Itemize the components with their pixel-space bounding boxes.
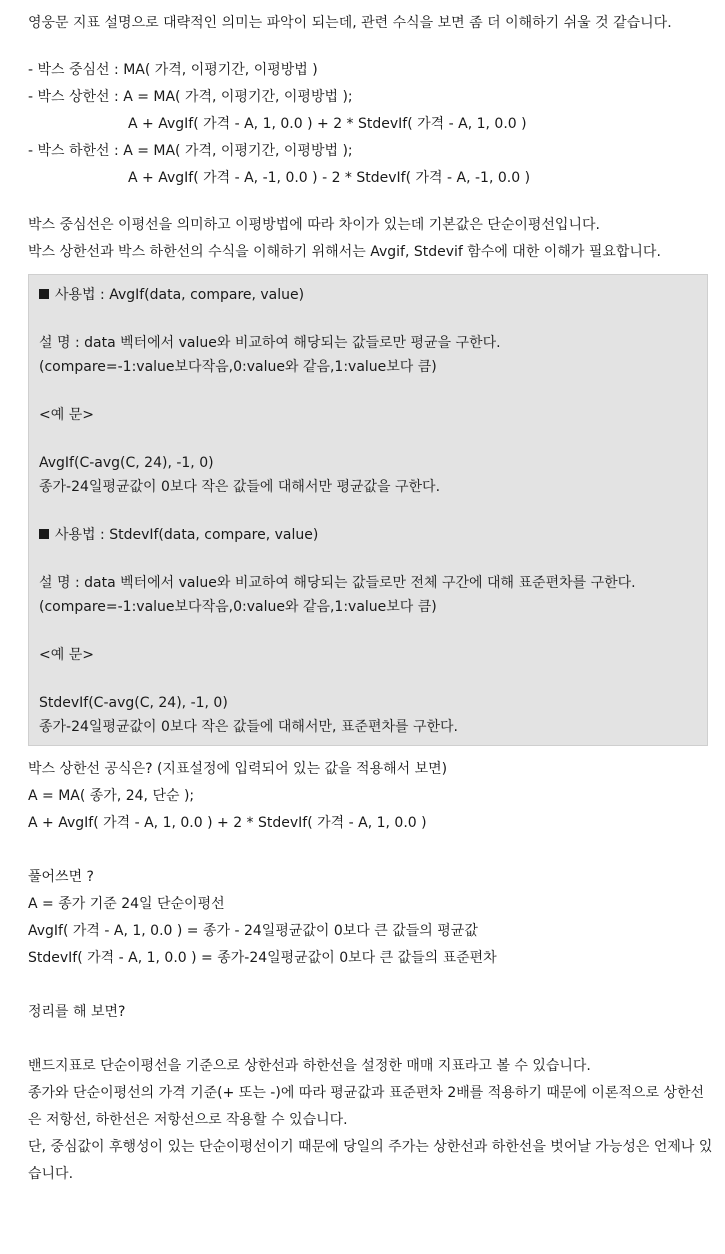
explain-line1: 박스 중심선은 이평선을 의미하고 이평방법에 따라 차이가 있는데 기본값은 단순이평선입니다. xyxy=(28,217,600,233)
formula-center: - 박스 중심선 : MA( 가격, 이평기간, 이평방법 ) xyxy=(28,62,318,78)
square-bullet-icon xyxy=(39,289,49,299)
summary-paragraph1: 밴드지표로 단순이평선을 기준으로 상한선과 하한선을 설정한 매매 지표라고 볼 수 있습니다. xyxy=(28,1058,591,1074)
intro-text: 영웅문 지표 설명으로 대략적인 의미는 파악이 되는데, 관련 수식을 보면 좀 더 이해하기 쉬울 것 같습니다. xyxy=(28,15,672,31)
summary-paragraph3: 단, 중심값이 후행성이 있는 단순이평선이기 때문에 당일의 주가는 상한선과 하한선을 벗어날 가능성은 언제나 있습니다. xyxy=(28,1139,713,1182)
stdevif-description: 설 명 : data 벡터에서 value와 비교하여 해당되는 값들로만 전체 구간에 대해 표준편차를 구한다. xyxy=(39,575,636,591)
expanded-line3: StdevIf( 가격 - A, 1, 0.0 ) = 종가-24일평균값이 0보다 큰 값들의 표준편차 xyxy=(28,950,497,966)
summary-paragraph2: 종가와 단순이평선의 가격 기준(+ 또는 -)에 따라 평균값과 표준편차 2배를 적용하기 때문에 이론적으로 상한선은 저항선, 하한선은 저항선으로 작용할 수 있습니다. xyxy=(28,1085,704,1128)
stdevif-example-label: <예 문> xyxy=(39,647,94,663)
upper-formula-step1: A = MA( 종가, 24, 단순 ); xyxy=(28,788,195,804)
upper-formula-question: 박스 상한선 공식은? (지표설정에 입력되어 있는 값을 적용해서 보면) xyxy=(28,761,448,777)
expanded-line1: A = 종가 기준 24일 단순이평선 xyxy=(28,896,225,912)
article-body xyxy=(28,10,713,1188)
explain-line2: 박스 상한선과 박스 하한선의 수식을 이해하기 위해서는 Avgif, Stdevif 함수에 대한 이해가 필요합니다. xyxy=(28,244,661,260)
stdevif-compare: (compare=-1:value보다작음,0:value와 같음,1:value보다 큼) xyxy=(39,599,437,615)
avgif-compare: (compare=-1:value보다작음,0:value와 같음,1:value보다 큼) xyxy=(39,359,437,375)
stdevif-usage-text: 사용법 : StdevIf(data, compare, value) xyxy=(55,527,319,543)
avgif-example-label: <예 문> xyxy=(39,407,94,423)
avgif-example-code: AvgIf(C-avg(C, 24), -1, 0) xyxy=(39,455,214,471)
function-reference-box xyxy=(28,274,708,746)
stdevif-example-code: StdevIf(C-avg(C, 24), -1, 0) xyxy=(39,695,228,711)
formula-lower-line2: A + AvgIf( 가격 - A, -1, 0.0 ) - 2 * StdevIf( 가격 - A, -1, 0.0 ) xyxy=(128,170,531,186)
expanded-question: 풀어쓰면 ? xyxy=(28,869,94,885)
square-bullet-icon xyxy=(39,529,49,539)
formula-lower-line1: - 박스 하한선 : A = MA( 가격, 이평기간, 이평방법 ); xyxy=(28,143,353,159)
stdevif-usage xyxy=(39,523,697,547)
summary-question: 정리를 해 보면? xyxy=(28,1004,126,1020)
expanded-line2: AvgIf( 가격 - A, 1, 0.0 ) = 종가 - 24일평균값이 0보다 큰 값들의 평균값 xyxy=(28,923,478,939)
upper-formula-step2: A + AvgIf( 가격 - A, 1, 0.0 ) + 2 * StdevIf( 가격 - A, 1, 0.0 ) xyxy=(28,815,427,831)
formula-upper-line1: - 박스 상한선 : A = MA( 가격, 이평기간, 이평방법 ); xyxy=(28,89,353,105)
avgif-example-desc: 종가-24일평균값이 0보다 작은 값들에 대해서만 평균값을 구한다. xyxy=(39,479,441,495)
formula-upper-line2: A + AvgIf( 가격 - A, 1, 0.0 ) + 2 * StdevIf( 가격 - A, 1, 0.0 ) xyxy=(128,116,527,132)
avgif-description: 설 명 : data 벡터에서 value와 비교하여 해당되는 값들로만 평균을 구한다. xyxy=(39,335,501,351)
stdevif-example-desc: 종가-24일평균값이 0보다 작은 값들에 대해서만, 표준편차를 구한다. xyxy=(39,719,458,735)
avgif-usage-text: 사용법 : AvgIf(data, compare, value) xyxy=(55,287,305,303)
avgif-usage xyxy=(39,283,697,307)
